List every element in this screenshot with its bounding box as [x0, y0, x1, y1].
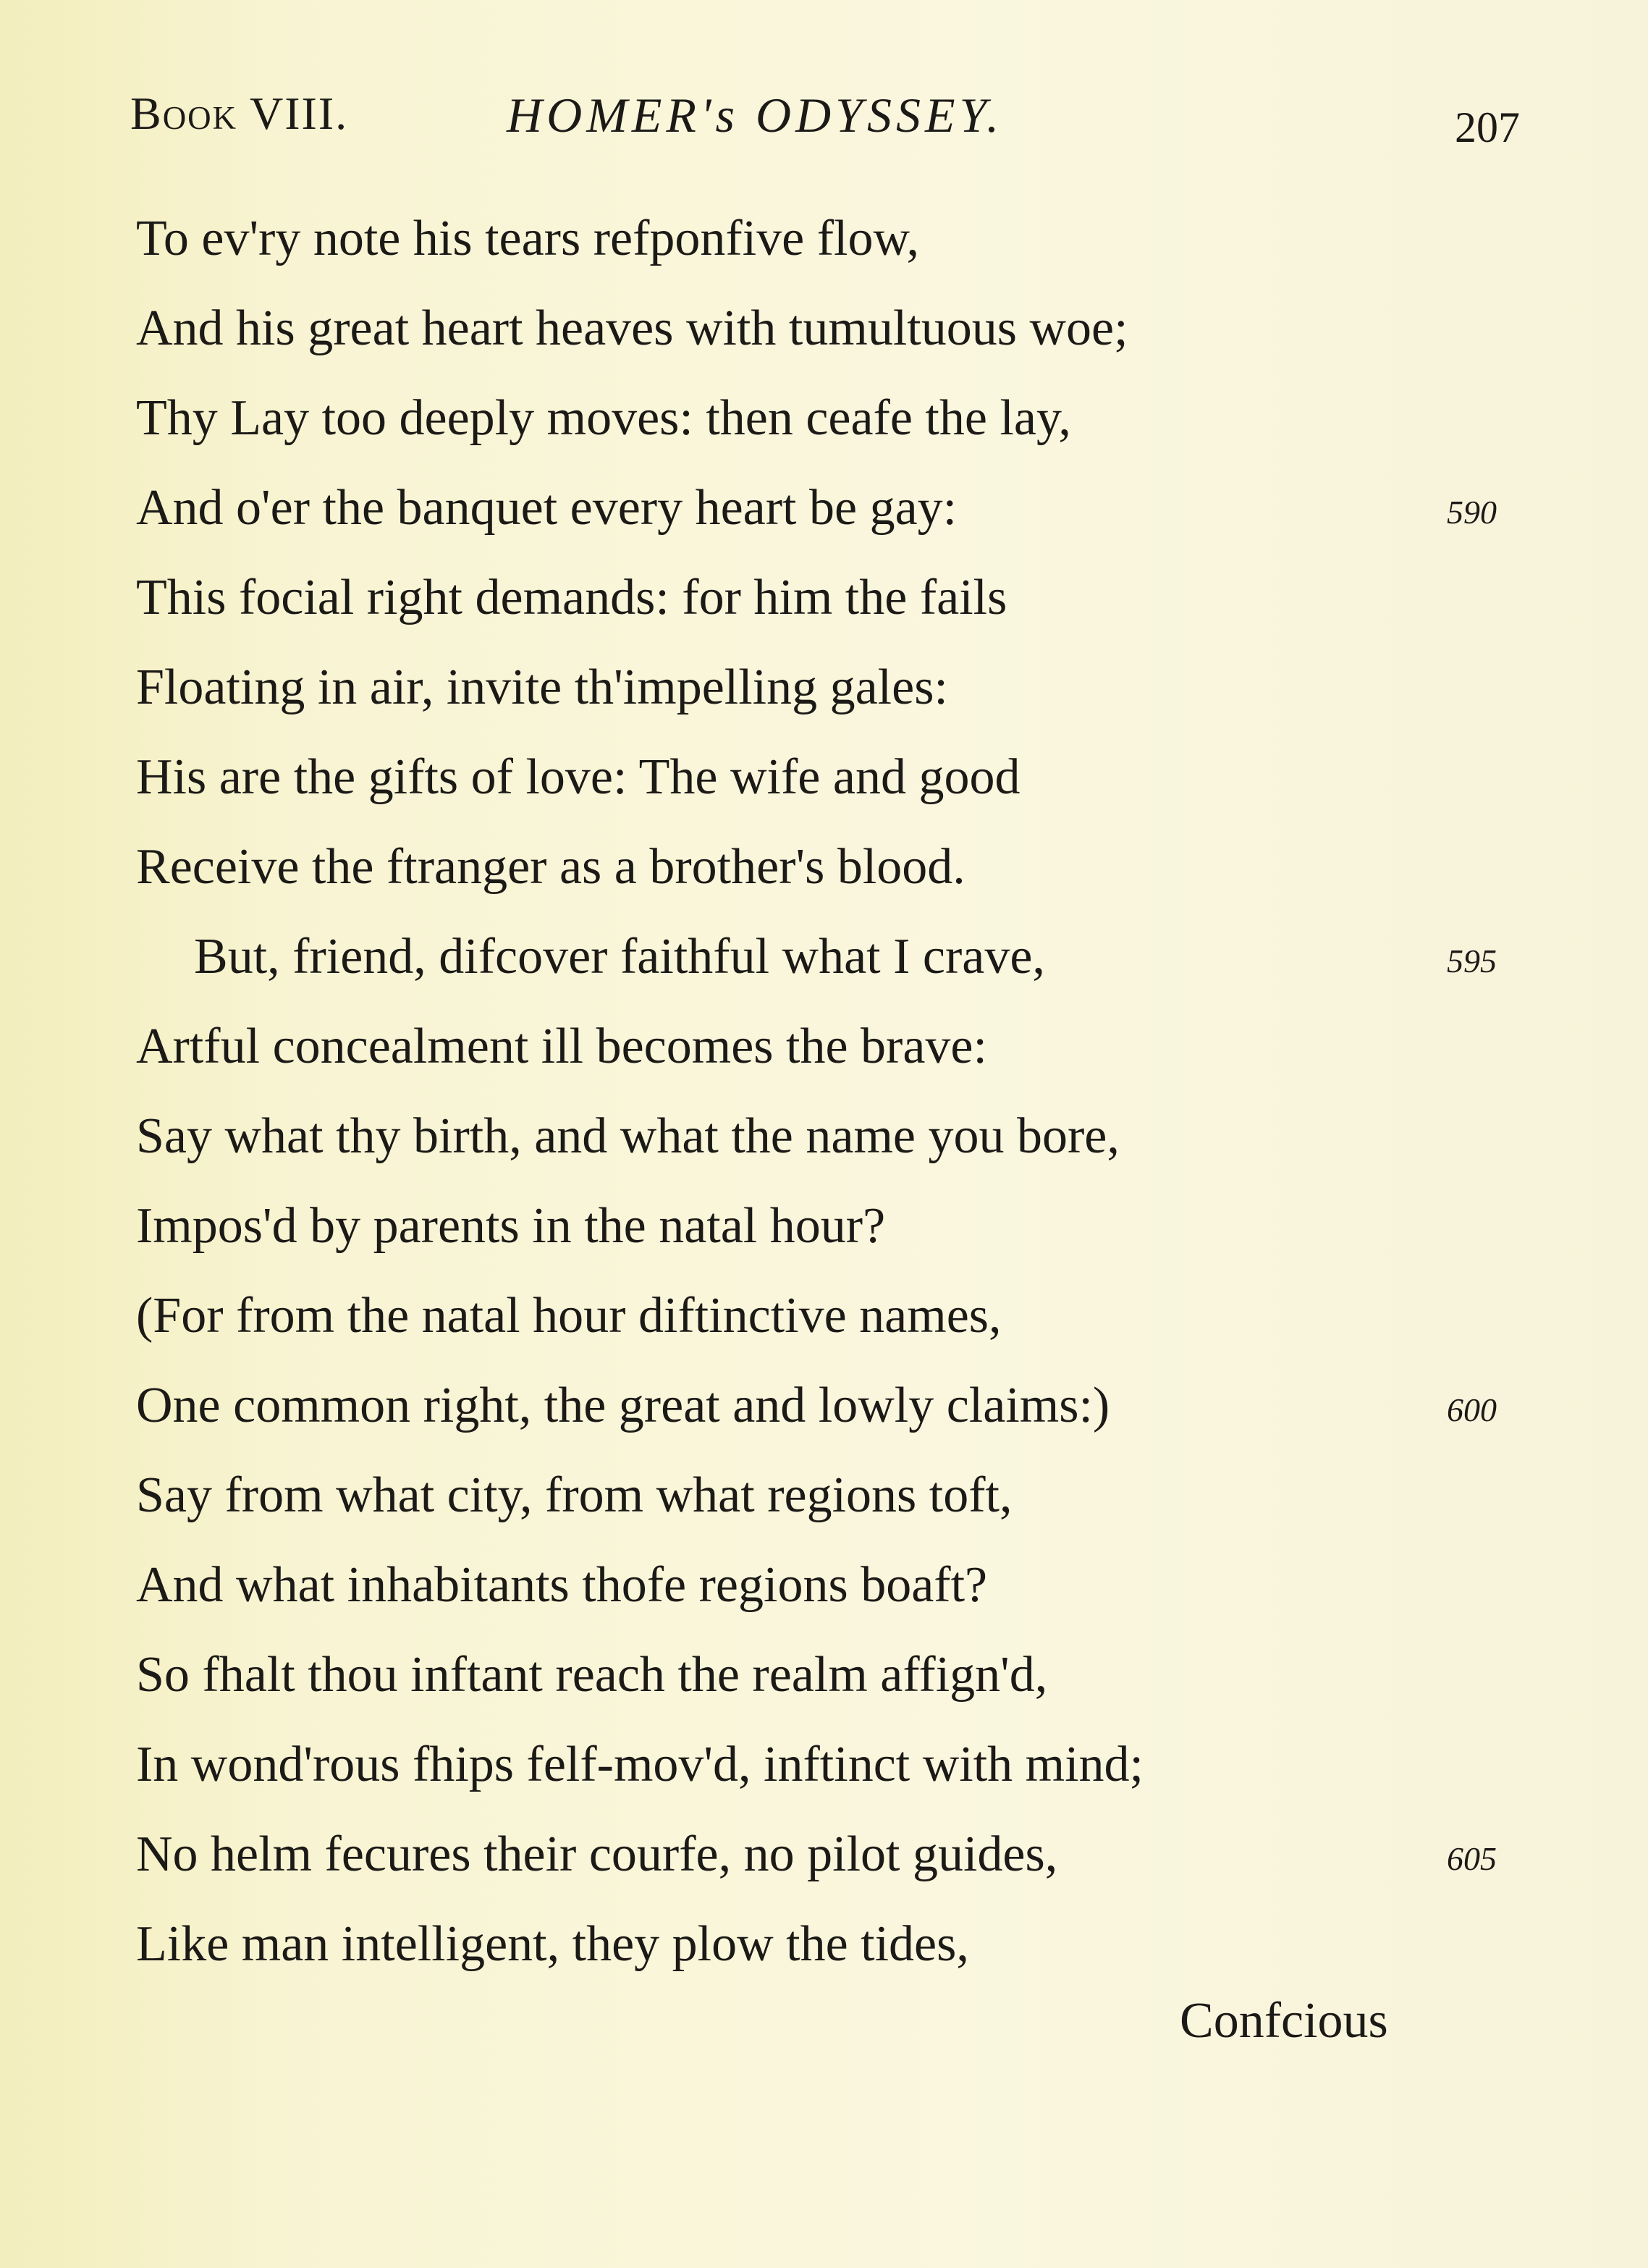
verse-text: So fhalt thou inftant reach the realm affign'd, — [136, 1647, 1048, 1703]
verse-line — [136, 1092, 1497, 1181]
line-number: 605 — [1447, 1840, 1497, 1877]
verse-text: Receive the ftranger as a brother's blood. — [136, 839, 965, 895]
running-title: HOMER's ODYSSEY. — [507, 88, 1004, 143]
verse-line — [136, 1271, 1497, 1361]
verse-text: And his great heart heaves with tumultuous woe; — [136, 300, 1128, 356]
verse-line — [136, 643, 1497, 733]
verse-text: But, friend, difcover faithful what I crave, — [194, 929, 1045, 985]
verse-text: (For from the natal hour diftinctive names, — [136, 1288, 1002, 1344]
verse-line — [136, 822, 1497, 912]
verse-text: One common right, the great and lowly claims:) — [136, 1378, 1110, 1433]
line-number: 590 — [1447, 494, 1497, 531]
catchword: Confcious — [1180, 1993, 1388, 2049]
verse-text: No helm fecures their courfe, no pilot guides, — [136, 1826, 1058, 1882]
verse-line — [136, 463, 1497, 553]
verse-line — [136, 1630, 1497, 1720]
verse-text: Say what thy birth, and what the name you bore, — [136, 1108, 1120, 1164]
verse-line — [136, 1451, 1497, 1540]
verse-line — [136, 1181, 1497, 1271]
running-header — [130, 87, 1520, 166]
verse-text: His are the gifts of love: The wife and good — [136, 749, 1021, 805]
verse-text: Say from what city, from what regions toft, — [136, 1467, 1013, 1523]
verse-line — [136, 733, 1497, 822]
verse-text: Thy Lay too deeply moves: then ceafe the lay, — [136, 390, 1071, 446]
verse-line — [136, 194, 1497, 284]
verse-line — [136, 374, 1497, 463]
verse-line — [136, 284, 1497, 374]
verse-text: And what inhabitants thofe regions boaft? — [136, 1557, 988, 1613]
line-number: 595 — [1447, 943, 1497, 979]
verse-line — [136, 912, 1497, 1002]
page-number: 207 — [1455, 104, 1520, 151]
verse-text: This focial right demands: for him the fails — [136, 570, 1007, 625]
verse-text: And o'er the banquet every heart be gay: — [136, 480, 958, 536]
verse-line — [136, 553, 1497, 643]
verse-text: Floating in air, invite th'impelling gales: — [136, 659, 948, 715]
verse-line — [136, 1540, 1497, 1630]
verse-line — [136, 1361, 1497, 1451]
verse-text: Artful concealment ill becomes the brave: — [136, 1019, 987, 1074]
verse-line — [136, 1002, 1497, 1092]
verse-text: To ev'ry note his tears refponfive flow, — [136, 211, 919, 266]
verse-text: Like man intelligent, they plow the tides, — [136, 1916, 969, 1972]
verse-block — [136, 194, 1497, 1989]
verse-line — [136, 1810, 1497, 1900]
book-label: Book VIII. — [130, 88, 349, 139]
verse-text: In wond'rous fhips felf-mov'd, inftinct with mind; — [136, 1737, 1144, 1792]
line-number: 600 — [1447, 1391, 1497, 1428]
verse-line — [136, 1720, 1497, 1810]
verse-text: Impos'd by parents in the natal hour? — [136, 1198, 886, 1254]
